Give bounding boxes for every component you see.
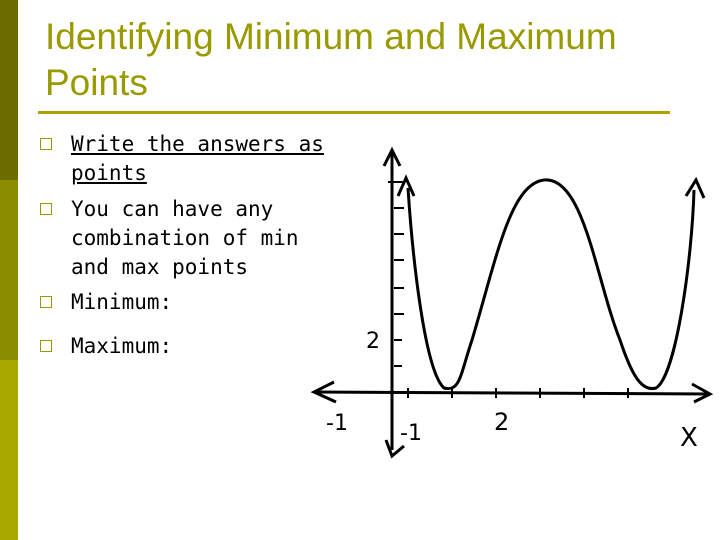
bullet-text: Minimum: (71, 290, 173, 314)
curve-left-arrow-icon (398, 178, 414, 196)
x-label-negative-near: -1 (400, 421, 422, 446)
bullet-text: You can have any combination of min and max points (71, 197, 299, 279)
x-axis (314, 392, 710, 394)
function-curve (408, 180, 694, 389)
square-bullet-icon (40, 138, 52, 150)
square-bullet-icon (40, 203, 52, 215)
square-bullet-icon (40, 340, 52, 352)
y-axis-ticks (388, 182, 404, 366)
x-label-positive: 2 (494, 408, 510, 436)
slide-title: Identifying Minimum and Maximum Points (45, 16, 617, 103)
x-axis-label: X (680, 423, 698, 453)
bullet-text: Write the answers as points (71, 132, 324, 185)
accent-bar-bottom (0, 360, 18, 540)
accent-bar-top (0, 0, 18, 180)
x-label-negative-left: -1 (326, 411, 348, 436)
left-accent-bar (0, 0, 18, 540)
accent-bar-middle (0, 180, 18, 360)
title-divider (38, 111, 670, 114)
hand-drawn-graph (300, 140, 720, 460)
square-bullet-icon (40, 296, 52, 308)
y-tick-label: 2 (366, 329, 380, 354)
bullet-text: Maximum: (71, 334, 173, 358)
